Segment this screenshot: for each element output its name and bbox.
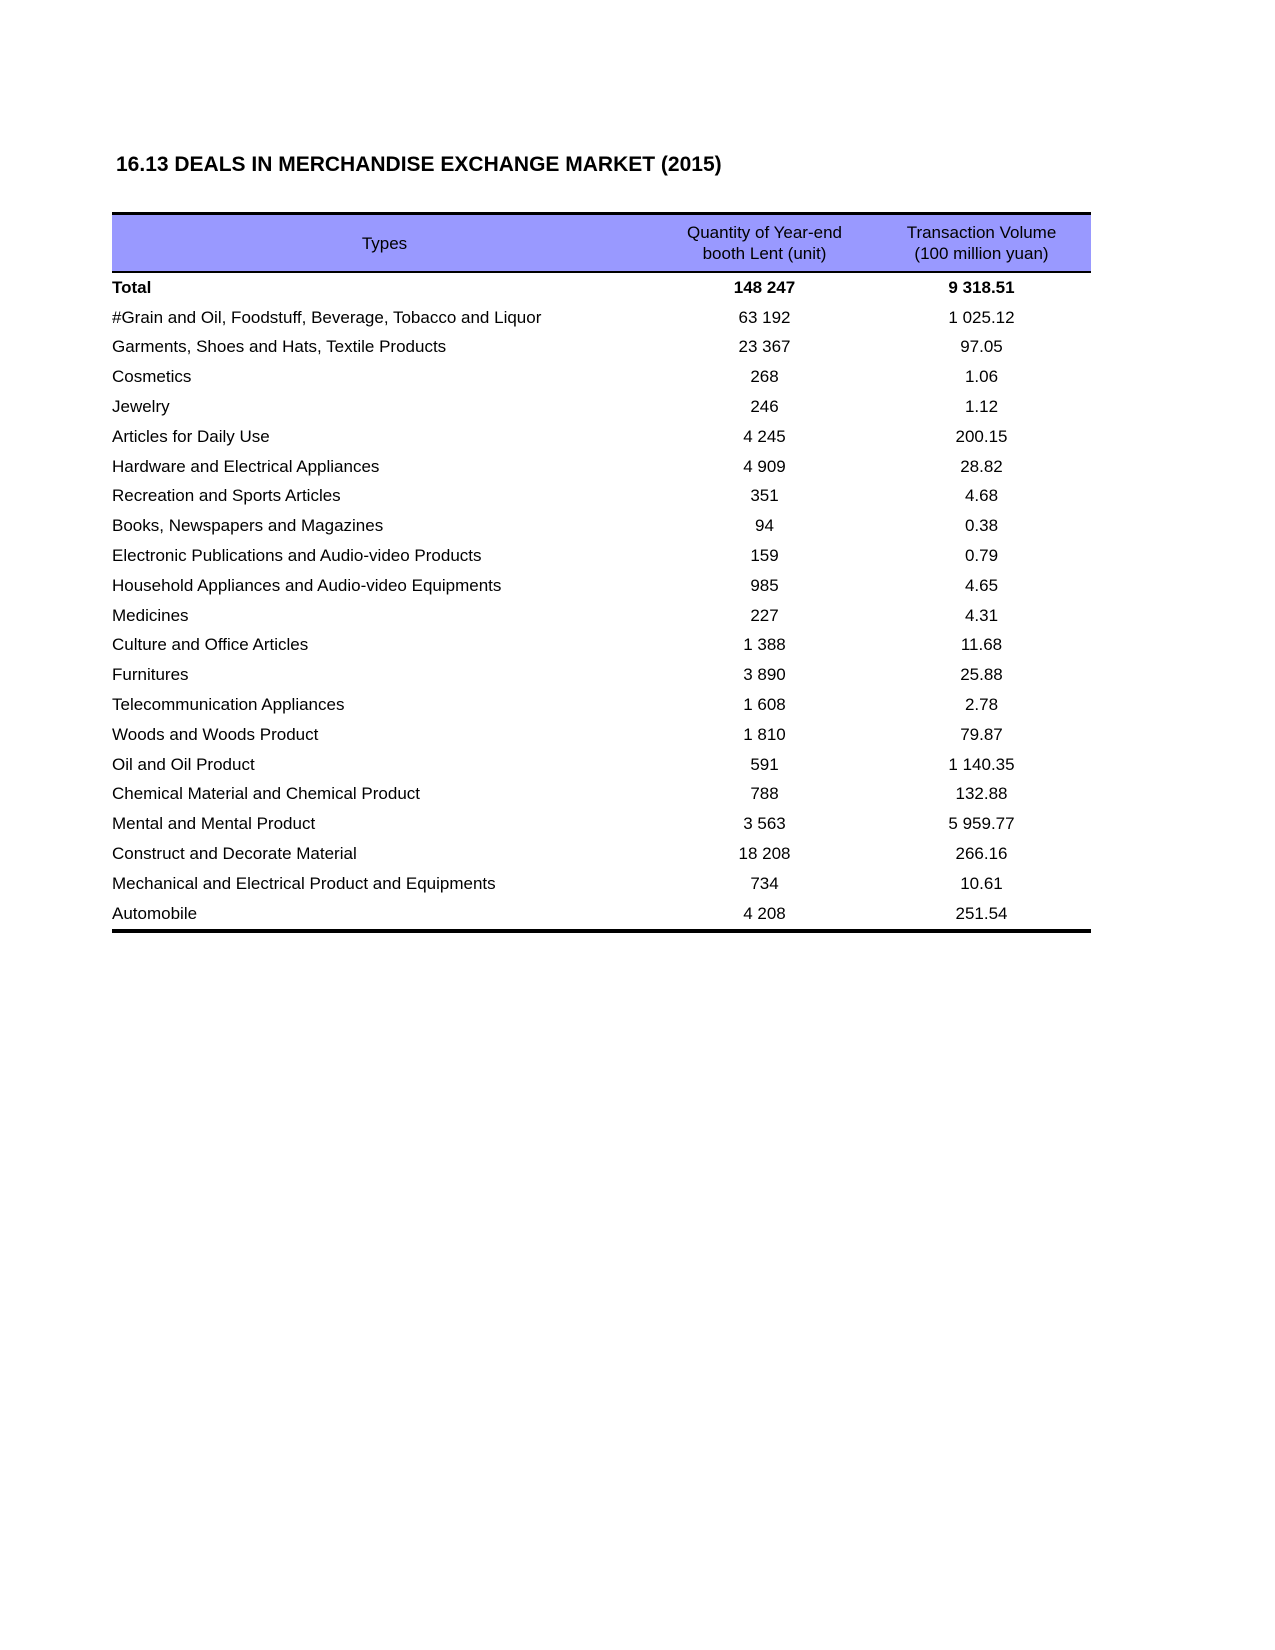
row-type-cell: Construct and Decorate Material	[112, 844, 357, 864]
row-type-cell: Electronic Publications and Audio-video Products	[112, 546, 482, 566]
row-type-cell: Medicines	[112, 605, 189, 625]
row-quantity-cell: 268	[750, 367, 779, 387]
row-volume-cell: 132.88	[955, 784, 1008, 804]
column-header-types-label: Types	[361, 233, 408, 253]
table-row	[112, 362, 1091, 392]
table-row	[112, 511, 1091, 541]
row-volume-cell: 1 140.35	[948, 754, 1015, 774]
column-header-quantity-line1: Quantity of Year-end	[686, 223, 842, 242]
row-type-cell: Woods and Woods Product	[112, 724, 319, 744]
row-quantity-cell: 1 388	[743, 635, 786, 655]
row-volume-cell: 5 959.77	[948, 814, 1015, 834]
row-volume-cell: 97.05	[960, 337, 1003, 357]
row-quantity-cell: 159	[750, 546, 779, 566]
row-quantity-cell: 788	[750, 784, 779, 804]
row-type-cell: Garments, Shoes and Hats, Textile Products	[112, 337, 447, 357]
table-row	[112, 839, 1091, 869]
row-type-cell: Chemical Material and Chemical Product	[112, 784, 421, 804]
row-volume-cell: 266.16	[955, 844, 1008, 864]
row-volume-cell: 2.78	[964, 695, 999, 715]
table-row	[112, 333, 1091, 363]
row-type-cell: Articles for Daily Use	[112, 426, 270, 446]
page-title: 16.13 DEALS IN MERCHANDISE EXCHANGE MARKET (2015)	[116, 153, 722, 176]
header-row	[112, 214, 1091, 273]
row-volume-cell: 0.38	[964, 516, 999, 536]
row-quantity-cell: 4 245	[743, 426, 786, 446]
row-quantity-cell: 94	[755, 516, 774, 536]
row-type-cell: Cosmetics	[112, 367, 192, 387]
table-body	[112, 272, 1091, 931]
table-row	[112, 541, 1091, 571]
row-volume-cell: 79.87	[960, 724, 1003, 744]
row-quantity-cell: 4 909	[743, 456, 786, 476]
table-row	[112, 601, 1091, 631]
row-type-cell: Culture and Office Articles	[112, 635, 309, 655]
row-volume-cell: 25.88	[960, 665, 1003, 685]
row-volume-cell: 4.65	[964, 575, 999, 595]
row-type-cell: Oil and Oil Product	[112, 754, 255, 774]
row-quantity-cell: 734	[750, 873, 779, 893]
table-row	[112, 750, 1091, 780]
table-row	[112, 631, 1091, 661]
table-row	[112, 869, 1091, 899]
row-volume-cell: 10.61	[960, 873, 1003, 893]
table-row	[112, 720, 1091, 750]
row-volume-cell: 28.82	[960, 456, 1003, 476]
table-row	[112, 422, 1091, 452]
row-quantity-cell: 1 810	[743, 724, 786, 744]
data-table	[112, 212, 1091, 933]
row-quantity-cell: 3 890	[743, 665, 786, 685]
column-header-types	[112, 214, 657, 273]
column-header-volume-line2: (100 million yuan)	[914, 244, 1049, 263]
row-quantity-cell: 351	[750, 486, 779, 506]
table-row	[112, 899, 1091, 931]
row-quantity-cell: 4 208	[657, 899, 872, 931]
row-type-cell: Telecommunication Appliances	[112, 695, 345, 715]
table-row	[112, 690, 1091, 720]
row-type-cell: Jewelry	[112, 397, 170, 417]
row-volume-cell: 1 025.12	[948, 307, 1015, 327]
row-volume-cell: 4.31	[964, 605, 999, 625]
row-volume-cell: 9 318.51	[948, 277, 1015, 297]
table-row	[112, 482, 1091, 512]
row-quantity-cell: 985	[750, 575, 779, 595]
table-row	[112, 780, 1091, 810]
column-header-volume	[872, 214, 1091, 273]
row-volume-cell: 0.79	[964, 546, 999, 566]
table-row	[112, 303, 1091, 333]
row-volume-cell: 200.15	[955, 426, 1008, 446]
table-row	[112, 660, 1091, 690]
row-volume-cell: 11.68	[960, 635, 1003, 655]
row-type-cell: #Grain and Oil, Foodstuff, Beverage, Tobacco and Liquor	[112, 307, 542, 327]
table-row	[112, 452, 1091, 482]
row-quantity-cell: 1 608	[743, 695, 786, 715]
row-quantity-cell: 591	[750, 754, 779, 774]
column-header-volume-line1: Transaction Volume	[906, 223, 1057, 242]
row-volume-cell: 251.54	[872, 899, 1091, 931]
row-type-cell: Recreation and Sports Articles	[112, 486, 341, 506]
table-row	[112, 392, 1091, 422]
row-quantity-cell: 227	[750, 605, 779, 625]
column-header-quantity	[657, 214, 872, 273]
row-quantity-cell: 246	[750, 397, 779, 417]
row-volume-cell: 4.68	[964, 486, 999, 506]
row-type-cell: Automobile	[112, 899, 657, 931]
table-row	[112, 809, 1091, 839]
row-type-cell: Mechanical and Electrical Product and Equipments	[112, 873, 496, 893]
row-volume-cell: 1.12	[964, 397, 999, 417]
row-quantity-cell: 18 208	[738, 844, 791, 864]
row-type-cell: Books, Newspapers and Magazines	[112, 516, 384, 536]
row-quantity-cell: 63 192	[738, 307, 791, 327]
row-type-cell: Total	[112, 277, 152, 297]
table-row	[112, 571, 1091, 601]
row-quantity-cell: 3 563	[743, 814, 786, 834]
row-volume-cell: 1.06	[964, 367, 999, 387]
row-type-cell: Furnitures	[112, 665, 189, 685]
row-quantity-cell: 23 367	[738, 337, 791, 357]
row-type-cell: Hardware and Electrical Appliances	[112, 456, 380, 476]
row-type-cell: Mental and Mental Product	[112, 814, 316, 834]
row-quantity-cell: 148 247	[733, 277, 796, 297]
row-type-cell: Household Appliances and Audio-video Equipments	[112, 575, 502, 595]
total-row	[112, 272, 1091, 303]
column-header-quantity-line2: booth Lent (unit)	[702, 244, 827, 263]
